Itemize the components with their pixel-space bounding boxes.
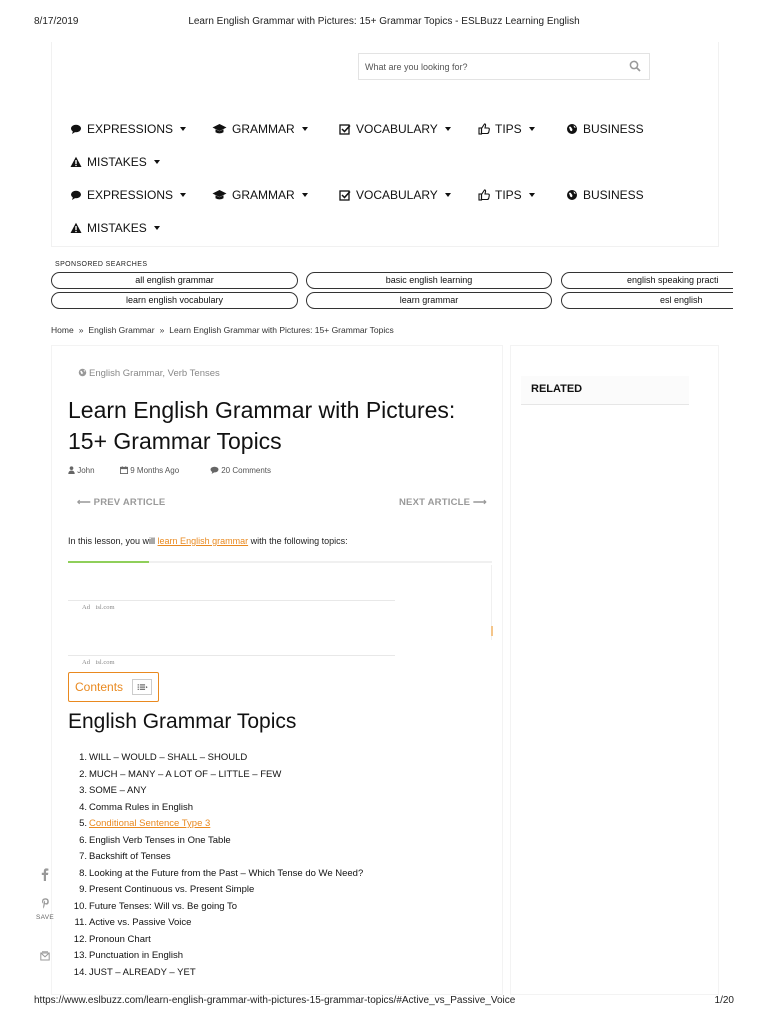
topic-number: 7. xyxy=(79,851,87,862)
nav-label: MISTAKES xyxy=(87,155,147,169)
nav-label: VOCABULARY xyxy=(356,188,438,202)
sponsored-pill[interactable]: learn grammar xyxy=(306,292,552,309)
globe-icon xyxy=(566,123,578,135)
globe-icon xyxy=(78,368,87,377)
email-share-button[interactable] xyxy=(30,948,60,966)
topic-text: MUCH – MANY – A LOT OF – LITTLE – FEW xyxy=(89,768,282,780)
topic-text: English Verb Tenses in One Table xyxy=(89,834,231,846)
search-input[interactable] xyxy=(359,54,619,79)
topic-number: 5. xyxy=(79,818,87,829)
topic-item xyxy=(68,851,468,868)
nav-label: TIPS xyxy=(495,188,522,202)
chevron-down-icon xyxy=(302,127,308,131)
chevron-down-icon xyxy=(180,193,186,197)
print-footer xyxy=(34,995,734,1009)
nav-label: EXPRESSIONS xyxy=(87,122,174,136)
thumbs-up-icon xyxy=(478,189,490,201)
sponsored-pill[interactable]: learn english vocabulary xyxy=(51,292,298,309)
chevron-down-icon xyxy=(529,193,535,197)
nav-expressions[interactable] xyxy=(70,188,186,202)
topic-item xyxy=(68,802,468,819)
breadcrumb-current: Learn English Grammar with Pictures: 15+ Grammar Topics xyxy=(169,325,394,335)
comments-count[interactable]: 20 Comments xyxy=(221,466,272,475)
nav-label: TIPS xyxy=(495,122,522,136)
author-meta[interactable] xyxy=(68,466,95,475)
chevron-down-icon xyxy=(180,127,186,131)
nav-grammar[interactable] xyxy=(212,122,308,136)
topic-number: 8. xyxy=(79,867,87,879)
contents-label: Contents xyxy=(75,680,124,694)
chevron-down-icon xyxy=(529,127,535,131)
topic-item xyxy=(68,868,468,885)
pinterest-icon xyxy=(42,898,49,909)
nav-grammar[interactable] xyxy=(212,188,308,202)
facebook-share-button[interactable] xyxy=(30,868,60,886)
topic-text: Comma Rules in English xyxy=(89,801,194,813)
chevron-down-icon xyxy=(302,193,308,197)
topic-text: WILL – WOULD – SHALL – SHOULD xyxy=(89,752,248,763)
topic-text: Backshift of Tenses xyxy=(89,851,171,862)
topic-text: Active vs. Passive Voice xyxy=(89,917,192,928)
topic-number: 9. xyxy=(79,884,87,895)
print-page-number: 1/20 xyxy=(714,995,734,1006)
list-icon xyxy=(132,679,152,695)
pinterest-save-button[interactable] xyxy=(30,896,60,921)
topic-item xyxy=(68,835,468,852)
topic-item xyxy=(68,934,468,951)
facebook-icon xyxy=(41,868,49,881)
user-icon xyxy=(68,466,75,474)
comments-meta[interactable] xyxy=(210,466,271,475)
nav-label: GRAMMAR xyxy=(232,188,295,202)
nav-label: VOCABULARY xyxy=(356,122,438,136)
print-page-title: Learn English Grammar with Pictures: 15+ Grammar Topics - ESLBuzz Learning English xyxy=(188,16,580,27)
calendar-icon xyxy=(120,466,128,474)
intro-text: with the following topics: xyxy=(248,536,348,546)
topic-item[interactable] xyxy=(68,818,468,835)
nav-label: BUSINESS xyxy=(583,122,644,136)
ad-marker xyxy=(491,626,493,636)
reading-progress-fill xyxy=(68,561,149,563)
topic-text: SOME – ANY xyxy=(89,785,147,796)
nav-label: EXPRESSIONS xyxy=(87,188,174,202)
sponsored-pill[interactable]: esl english xyxy=(561,292,733,309)
nav-tips[interactable] xyxy=(478,188,535,202)
topic-number: 12. xyxy=(73,933,87,945)
email-icon xyxy=(40,951,50,961)
nav-mistakes[interactable] xyxy=(70,221,160,235)
breadcrumb-separator: » xyxy=(159,325,165,335)
topic-item xyxy=(68,917,468,934)
reading-progress xyxy=(68,561,492,563)
nav-mistakes[interactable] xyxy=(70,155,160,169)
prev-article-link[interactable] xyxy=(77,497,165,508)
save-label: SAVE xyxy=(35,914,55,921)
topic-number: 14. xyxy=(73,966,87,978)
topic-item xyxy=(68,950,468,967)
comments-icon xyxy=(70,189,82,201)
comments-icon xyxy=(210,466,219,474)
sponsored-pill[interactable]: english speaking practi xyxy=(561,272,733,289)
topic-number: 13. xyxy=(73,950,87,961)
search-box xyxy=(358,53,650,80)
comments-icon xyxy=(70,123,82,135)
ad-slot[interactable]: Ad isl.com xyxy=(68,600,395,614)
nav-label: BUSINESS xyxy=(583,188,644,202)
print-header xyxy=(34,16,734,30)
sponsored-pill[interactable]: basic english learning xyxy=(306,272,552,289)
nav-tips[interactable] xyxy=(478,122,535,136)
sidebar xyxy=(510,345,719,995)
nav-expressions[interactable] xyxy=(70,122,186,136)
topic-item xyxy=(68,901,468,918)
topic-number: 6. xyxy=(79,834,87,846)
topic-text: JUST – ALREADY – YET xyxy=(89,966,196,978)
next-article-link[interactable] xyxy=(399,497,487,508)
topic-item xyxy=(68,752,468,769)
topic-item xyxy=(68,967,468,984)
topics-list xyxy=(68,752,468,983)
article-categories[interactable] xyxy=(78,368,220,379)
prev-label: PREV ARTICLE xyxy=(93,497,166,508)
graduation-cap-icon xyxy=(212,123,227,135)
sponsored-pill[interactable]: all english grammar xyxy=(51,272,298,289)
article-intro xyxy=(68,536,348,546)
ad-slot[interactable]: Ad isl.com xyxy=(68,655,395,669)
topic-item xyxy=(68,769,468,786)
topic-number: 4. xyxy=(79,801,87,813)
arrow-left-icon: ⟵ xyxy=(77,497,91,508)
print-url: https://www.eslbuzz.com/learn-english-grammar-with-pictures-15-grammar-topics/#Active_vs_Passive_Voice xyxy=(34,995,516,1006)
post-date: 9 Months Ago xyxy=(130,466,180,475)
topic-number: 1. xyxy=(79,752,87,763)
breadcrumb xyxy=(51,325,394,335)
search-icon[interactable] xyxy=(629,60,641,72)
intro-text: In this lesson, you will xyxy=(68,536,158,546)
checkbox-icon xyxy=(339,189,351,201)
nav-business[interactable] xyxy=(566,122,644,136)
chevron-down-icon xyxy=(445,193,451,197)
author-name[interactable]: John xyxy=(77,466,95,475)
table-of-contents-button[interactable] xyxy=(68,672,159,702)
nav-label: MISTAKES xyxy=(87,221,147,235)
topic-number: 3. xyxy=(79,785,87,796)
topic-text: Future Tenses: Will vs. Be going To xyxy=(89,900,238,912)
category-links[interactable]: English Grammar, Verb Tenses xyxy=(89,368,220,379)
next-label: NEXT ARTICLE xyxy=(399,497,471,508)
sponsored-searches xyxy=(0,268,733,316)
topic-item xyxy=(68,884,468,901)
graduation-cap-icon xyxy=(212,189,227,201)
nav-label: GRAMMAR xyxy=(232,122,295,136)
topic-text: Pronoun Chart xyxy=(89,933,151,945)
topic-number: 11. xyxy=(74,917,87,928)
topic-number: 2. xyxy=(79,768,87,780)
chevron-down-icon xyxy=(445,127,451,131)
arrow-right-icon: ⟶ xyxy=(473,497,487,508)
warning-icon xyxy=(70,222,82,234)
breadcrumb-home[interactable]: Home xyxy=(51,325,74,335)
thumbs-up-icon xyxy=(478,123,490,135)
nav-vocabulary[interactable] xyxy=(339,188,451,202)
nav-vocabulary[interactable] xyxy=(339,122,451,136)
intro-link[interactable]: learn English grammar xyxy=(157,536,249,546)
topic-link[interactable]: Conditional Sentence Type 3 xyxy=(89,818,211,829)
nav-business[interactable] xyxy=(566,188,644,202)
related-title: RELATED xyxy=(531,383,583,395)
warning-icon xyxy=(70,156,82,168)
checkbox-icon xyxy=(339,123,351,135)
sponsored-searches-label: SPONSORED SEARCHES xyxy=(55,261,148,268)
article-title: Learn English Grammar with Pictures: 15+ Grammar Topics xyxy=(68,397,456,454)
topic-item xyxy=(68,785,468,802)
chevron-down-icon xyxy=(154,226,160,230)
chevron-down-icon xyxy=(154,160,160,164)
breadcrumb-separator: » xyxy=(78,325,84,335)
section-heading: English Grammar Topics xyxy=(68,710,297,733)
topic-text: Punctuation in English xyxy=(89,950,184,961)
globe-icon xyxy=(566,189,578,201)
date-meta xyxy=(120,466,179,475)
topic-number: 10. xyxy=(73,900,87,912)
topic-text: Looking at the Future from the Past – Which Tense do We Need? xyxy=(89,867,364,879)
breadcrumb-category[interactable]: English Grammar xyxy=(88,325,155,335)
topic-text: Present Continuous vs. Present Simple xyxy=(89,884,255,895)
print-date: 8/17/2019 xyxy=(34,16,79,27)
